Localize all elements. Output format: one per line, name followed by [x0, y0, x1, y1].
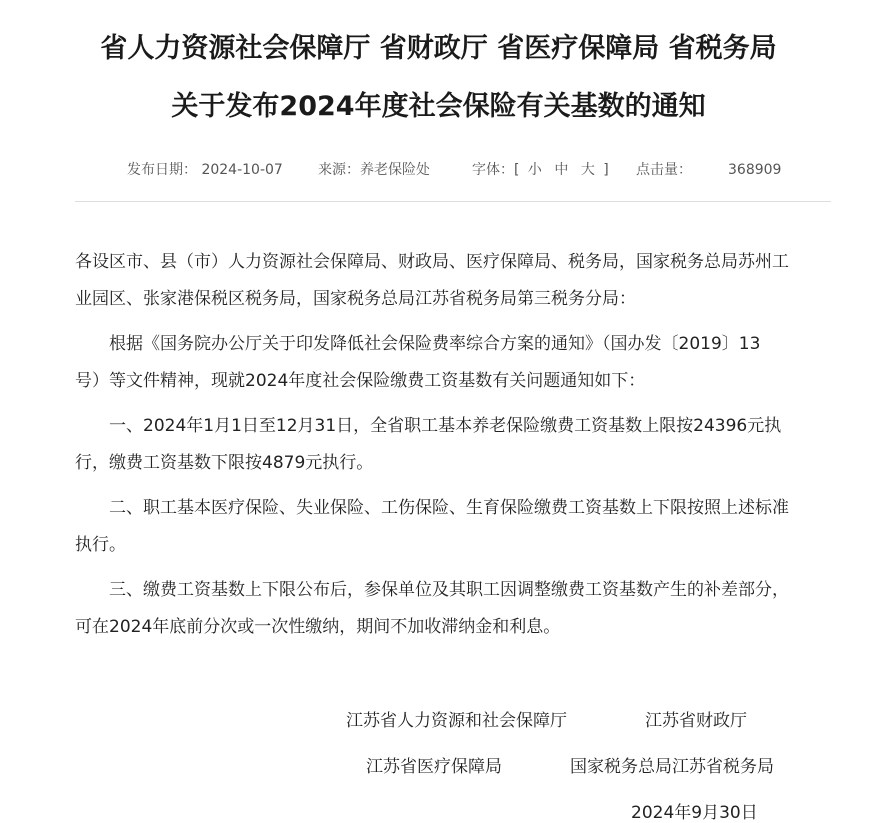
item-1-line-1: 一、2024年1月1日至12月31日，全省职工基本养老保险缴费工资基数上限按24396元执 — [109, 416, 782, 436]
signature-org-tax: 国家税务总局江苏省税务局 — [570, 757, 774, 777]
font-size-selector — [472, 159, 609, 179]
page-title-line-1: 省人力资源社会保障厅 省财政厅 省医疗保障局 省税务局 — [100, 33, 777, 64]
source-value: 养老保险处 — [360, 162, 430, 178]
salutation-line-1: 各设区市、县（市）人力资源社会保障局、财政局、医疗保障局、税务局，国家税务总局苏州工 — [75, 252, 789, 272]
article-body — [75, 244, 835, 654]
item-3-paragraph — [75, 572, 835, 646]
item-2-paragraph — [75, 490, 835, 564]
signature-org-finance: 江苏省财政厅 — [645, 711, 747, 731]
font-size-medium-button[interactable]: 中 — [554, 162, 569, 178]
font-size-large-button[interactable]: 大 — [580, 162, 595, 178]
header-divider — [75, 201, 831, 202]
font-size-label: 字体：[ — [472, 162, 520, 178]
item-3-line-2: 可在2024年底前分次或一次性缴纳，期间不加收滞纳金和利息。 — [75, 617, 561, 637]
source-label: 来源： — [318, 162, 360, 178]
font-size-close: ] — [603, 162, 609, 178]
intro-line-1: 根据《国务院办公厅关于印发降低社会保险费率综合方案的通知》（国办发〔2019〕13 — [109, 334, 761, 354]
item-2-line-1: 二、职工基本医疗保险、失业保险、工伤保险、生育保险缴费工资基数上下限按照上述标准 — [109, 498, 789, 518]
salutation-paragraph — [75, 244, 835, 318]
signature-org-medical: 江苏省医疗保障局 — [366, 757, 502, 777]
publish-date-value: 2024-10-07 — [201, 162, 283, 178]
source — [318, 159, 430, 179]
publish-date — [127, 159, 283, 179]
signature-date: 2024年9月30日 — [631, 803, 758, 823]
view-count-value: 368909 — [728, 162, 782, 178]
item-3-line-1: 三、缴费工资基数上下限公布后，参保单位及其职工因调整缴费工资基数产生的补差部分， — [109, 580, 789, 600]
salutation-line-2: 业园区、张家港保税区税务局，国家税务总局江苏省税务局第三税务分局： — [75, 289, 636, 309]
publish-date-label: 发布日期： — [127, 162, 197, 178]
view-count — [636, 159, 781, 179]
view-count-label: 点击量： — [636, 162, 692, 178]
item-1-line-2: 行，缴费工资基数下限按4879元执行。 — [75, 453, 374, 473]
intro-line-2: 号）等文件精神，现就2024年度社会保险缴费工资基数有关问题通知如下： — [75, 371, 646, 391]
intro-paragraph — [75, 326, 835, 400]
signature-org-hrss: 江苏省人力资源和社会保障厅 — [346, 711, 567, 731]
item-1-paragraph — [75, 408, 835, 482]
item-2-line-2: 执行。 — [75, 535, 126, 555]
font-size-small-button[interactable]: 小 — [527, 162, 542, 178]
page-title-line-2: 关于发布2024年度社会保险有关基数的通知 — [171, 91, 706, 122]
